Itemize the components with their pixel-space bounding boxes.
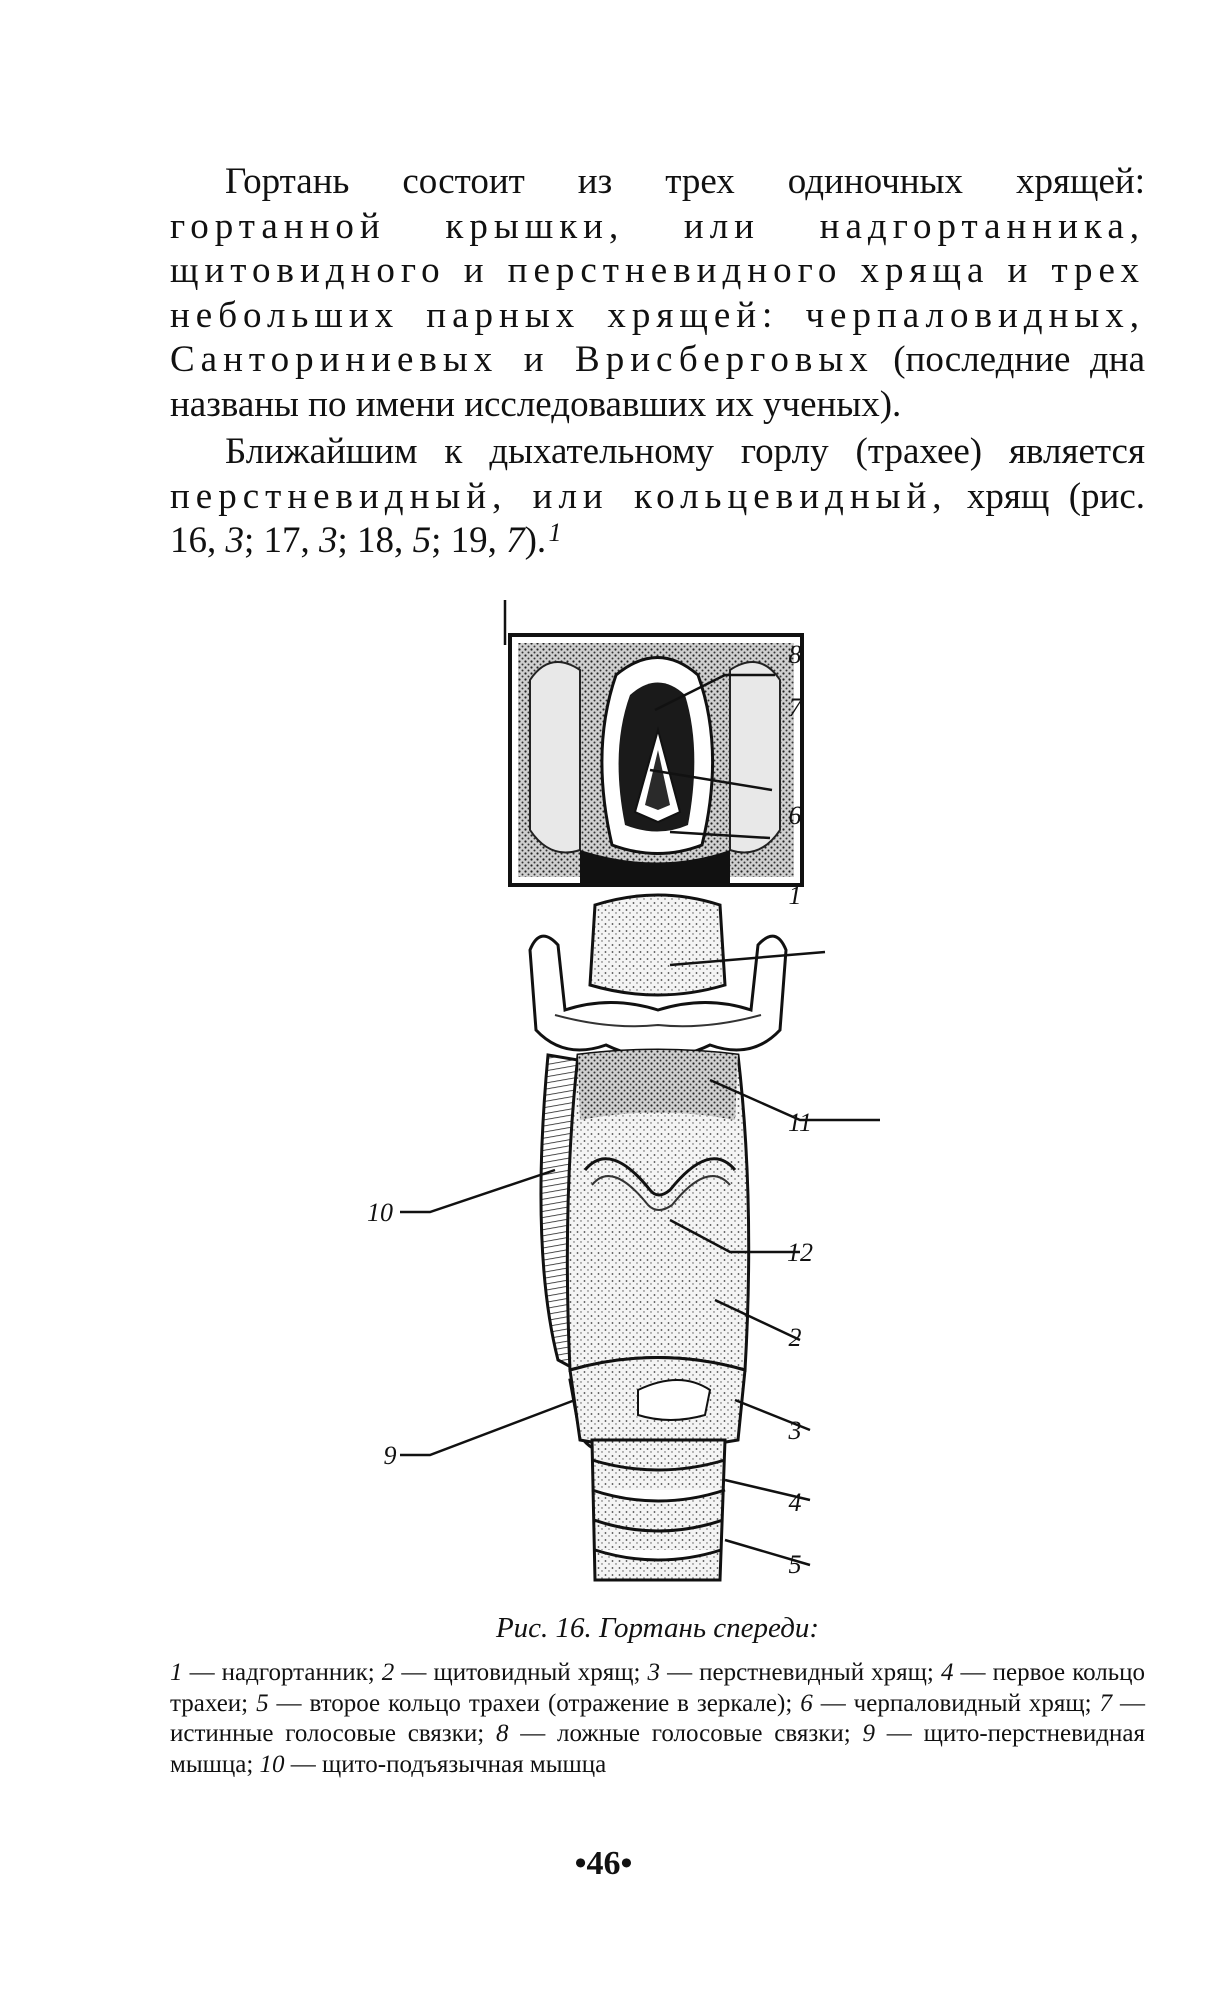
figure-label-7: 7 (788, 693, 802, 722)
figure-label-4: 4 (788, 1488, 802, 1517)
legend-number: 2 (381, 1659, 395, 1686)
figure-label-2: 2 (788, 1323, 802, 1352)
legend-number: 1 (170, 1659, 183, 1686)
trachea (592, 1440, 725, 1580)
cricoid-cartilage (570, 1358, 745, 1448)
legend-number: 9 (862, 1720, 875, 1747)
legend-text: — первое кольцо трахеи; (170, 1659, 1146, 1717)
legend-text: — второе кольцо трахеи (отражение в зеркале); (268, 1689, 801, 1717)
figure-label-1-epiglottis-mirror: 1 (548, 518, 562, 547)
figure-ref-number: 3 (319, 520, 338, 561)
figure-label-5: 5 (788, 1550, 802, 1579)
legend-text: — щито-подъязычная мышца (284, 1750, 607, 1778)
paragraph-text: ; 18, (337, 520, 413, 561)
legend-text: — перстневидный хрящ; (660, 1659, 941, 1686)
spaced-emphasis-text: гортанной крышки, или надгортанника, щитовидного и перстневидного хряща и трех небольших парных хрящей: черпаловидных, Санториниевых и Врисберговых (170, 205, 1145, 380)
legend-text: — ложные голосовые связки; (508, 1720, 863, 1747)
figure-label-1: 1 (788, 881, 802, 910)
legend-text: — истинные голосовые связки; (170, 1689, 1145, 1747)
spaced-emphasis-text: перстневидный, или кольцевидный, (170, 475, 948, 517)
figure-ref-number: 7 (506, 520, 525, 561)
legend-text: — надгортанник; (182, 1659, 382, 1686)
figure-ref-number: 5 (412, 520, 432, 561)
figure-label-12: 12 (787, 1238, 813, 1267)
paragraph-text: ; 19, (431, 520, 507, 561)
figure-legend (170, 1658, 1145, 1780)
thyroid-cartilage (567, 1050, 748, 1370)
paragraph-text: (последние дна названы по имени исследовавших их ученых). (170, 339, 1145, 425)
paragraph-text: Ближайшим к дыхательному горлу (трахее) является (225, 431, 1145, 472)
mirror-view (510, 635, 802, 885)
legend-number: 5 (256, 1689, 269, 1717)
figure-ref-number: 3 (225, 520, 244, 561)
paragraph-text: ). (524, 520, 547, 561)
paragraph-text: хрящ (рис. 16, (170, 475, 1145, 561)
legend-number: 3 (647, 1659, 660, 1686)
paragraph-text: Гортань состоит из трех одиночных хрящей: (225, 161, 1145, 202)
legend-text: — черпаловидный хрящ; (812, 1689, 1100, 1717)
figure-label-8: 8 (788, 640, 802, 669)
legend-text: — щито-перстневидная мышца; (170, 1720, 1145, 1778)
paragraph-larynx-cartilages (170, 160, 1145, 427)
figure-label-6: 6 (788, 801, 802, 830)
epiglottis (590, 895, 725, 995)
figure-label-3: 3 (788, 1416, 802, 1445)
figure-label-10: 10 (367, 1198, 393, 1227)
figure-label-9: 9 (383, 1441, 397, 1470)
page-number: •46• (574, 1845, 633, 1882)
larynx-illustration (380, 600, 940, 1600)
legend-number: 10 (259, 1750, 285, 1778)
legend-number: 6 (800, 1689, 813, 1717)
paragraph-text: ; 17, (244, 520, 320, 561)
legend-number: 8 (495, 1720, 509, 1747)
paragraph-cricoid-cartilage (170, 430, 1145, 564)
legend-text: — щитовидный хрящ; (394, 1659, 648, 1686)
figure-caption-title: Рис. 16. Гортань спереди: (495, 1612, 820, 1644)
figure-label-11: 11 (787, 1108, 813, 1137)
legend-number: 4 (940, 1659, 954, 1686)
legend-number: 7 (1099, 1689, 1113, 1717)
